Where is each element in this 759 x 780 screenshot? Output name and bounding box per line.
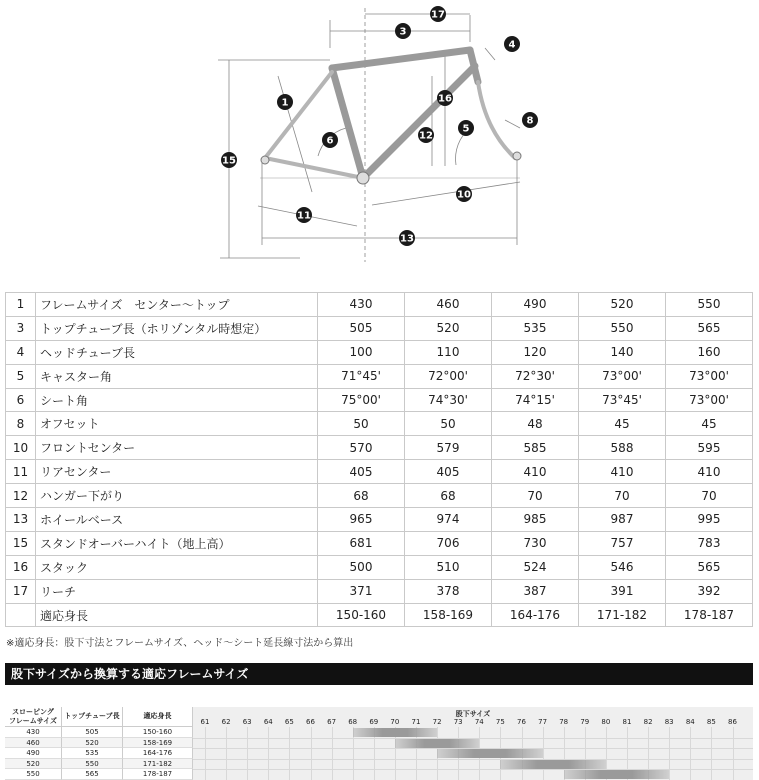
row-value: 45 bbox=[666, 412, 753, 436]
row-number: 17 bbox=[6, 579, 36, 603]
row-value: 410 bbox=[492, 460, 579, 484]
row-value: 588 bbox=[579, 436, 666, 460]
row-value: 387 bbox=[492, 579, 579, 603]
inseam-tick-label: 63 bbox=[242, 718, 252, 726]
row-value: 75°00' bbox=[318, 388, 405, 412]
svg-text:17: 17 bbox=[431, 9, 445, 21]
row-value: 73°45' bbox=[579, 388, 666, 412]
svg-text:5: 5 bbox=[462, 123, 470, 135]
inseam-tick-label: 77 bbox=[538, 718, 548, 726]
size-chart bbox=[5, 685, 753, 780]
row-value: 70 bbox=[579, 484, 666, 508]
inseam-tick-label: 83 bbox=[664, 718, 674, 726]
row-value: 430 bbox=[318, 293, 405, 317]
inseam-tick-label: 78 bbox=[559, 718, 569, 726]
row-value: 178-187 bbox=[666, 603, 753, 627]
inseam-tick-label: 72 bbox=[432, 718, 442, 726]
inseam-tick-label: 74 bbox=[474, 718, 484, 726]
table-row bbox=[6, 579, 753, 603]
height-calculation-note: ※適応身長：股下寸法とフレームサイズ、ヘッド〜シート延長線寸法から算出 bbox=[6, 638, 354, 649]
dimension-badge-1 bbox=[277, 94, 293, 110]
row-value: 987 bbox=[579, 508, 666, 532]
row-number: 5 bbox=[6, 364, 36, 388]
inseam-tick-label: 68 bbox=[348, 718, 358, 726]
inseam-tick-label: 64 bbox=[263, 718, 273, 726]
size-chart-cell: 535 bbox=[62, 748, 123, 759]
row-value: 70 bbox=[666, 484, 753, 508]
row-label: ホイールベース bbox=[36, 508, 318, 532]
svg-text:1: 1 bbox=[281, 97, 289, 109]
svg-text:13: 13 bbox=[400, 233, 414, 245]
dimension-badge-15 bbox=[221, 152, 237, 168]
size-chart-cell: 565 bbox=[62, 769, 123, 780]
row-value: 72°00' bbox=[405, 364, 492, 388]
row-value: 965 bbox=[318, 508, 405, 532]
size-chart-cell: 550 bbox=[62, 759, 123, 770]
row-value: 50 bbox=[405, 412, 492, 436]
row-number: 8 bbox=[6, 412, 36, 436]
row-label: リーチ bbox=[36, 579, 318, 603]
inseam-tick-label: 70 bbox=[390, 718, 400, 726]
table-row bbox=[6, 531, 753, 555]
inseam-gridline bbox=[205, 727, 206, 780]
row-value: 73°00' bbox=[579, 364, 666, 388]
inseam-tick-label: 67 bbox=[327, 718, 337, 726]
row-value: 73°00' bbox=[666, 388, 753, 412]
inseam-tick-label: 66 bbox=[306, 718, 315, 726]
row-number bbox=[6, 603, 36, 627]
row-value: 164-176 bbox=[492, 603, 579, 627]
svg-text:4: 4 bbox=[508, 39, 516, 51]
row-value: 73°00' bbox=[666, 364, 753, 388]
row-value: 158-169 bbox=[405, 603, 492, 627]
svg-text:12: 12 bbox=[419, 130, 433, 142]
row-number: 13 bbox=[6, 508, 36, 532]
inseam-range-bar bbox=[564, 770, 670, 779]
row-value: 48 bbox=[492, 412, 579, 436]
row-divider bbox=[193, 759, 753, 760]
dimension-badge-6 bbox=[322, 132, 338, 148]
row-number: 1 bbox=[6, 293, 36, 317]
row-value: 72°30' bbox=[492, 364, 579, 388]
size-chart-col-header: トップチューブ長 bbox=[62, 707, 123, 727]
row-label: シート角 bbox=[36, 388, 318, 412]
row-value: 570 bbox=[318, 436, 405, 460]
size-chart-cell: 490 bbox=[5, 748, 62, 759]
inseam-gridline bbox=[247, 727, 248, 780]
row-value: 45 bbox=[579, 412, 666, 436]
row-label: 適応身長 bbox=[36, 603, 318, 627]
size-chart-col-header: スローピング フレームサイズ bbox=[5, 707, 62, 727]
size-chart-cell: 460 bbox=[5, 738, 62, 749]
row-value: 410 bbox=[666, 460, 753, 484]
row-value: 70 bbox=[492, 484, 579, 508]
row-value: 171-182 bbox=[579, 603, 666, 627]
row-value: 74°30' bbox=[405, 388, 492, 412]
table-row bbox=[6, 603, 753, 627]
row-label: トップチューブ長（ホリゾンタル時想定） bbox=[36, 316, 318, 340]
row-value: 706 bbox=[405, 531, 492, 555]
inseam-gridline bbox=[226, 727, 227, 780]
size-chart-cell: 158-169 bbox=[123, 738, 193, 749]
row-value: 410 bbox=[579, 460, 666, 484]
svg-text:6: 6 bbox=[326, 135, 334, 147]
row-value: 68 bbox=[405, 484, 492, 508]
inseam-tick-label: 85 bbox=[706, 718, 716, 726]
inseam-tick-label: 62 bbox=[221, 718, 231, 726]
dimension-badge-17 bbox=[430, 6, 446, 22]
row-value: 565 bbox=[666, 555, 753, 579]
row-label: オフセット bbox=[36, 412, 318, 436]
inseam-tick-label: 81 bbox=[622, 718, 632, 726]
row-value: 546 bbox=[579, 555, 666, 579]
inseam-range-bar bbox=[353, 728, 437, 737]
row-number: 12 bbox=[6, 484, 36, 508]
row-label: フロントセンター bbox=[36, 436, 318, 460]
row-label: スタック bbox=[36, 555, 318, 579]
row-value: 505 bbox=[318, 316, 405, 340]
row-value: 74°15' bbox=[492, 388, 579, 412]
size-chart-col-header: 適応身長 bbox=[123, 707, 193, 727]
table-row bbox=[6, 508, 753, 532]
size-chart-cell: 520 bbox=[5, 759, 62, 770]
dimension-badge-4 bbox=[504, 36, 520, 52]
row-value: 120 bbox=[492, 340, 579, 364]
inseam-gridline bbox=[733, 727, 734, 780]
row-number: 16 bbox=[6, 555, 36, 579]
row-value: 565 bbox=[666, 316, 753, 340]
row-value: 579 bbox=[405, 436, 492, 460]
inseam-tick-label: 61 bbox=[200, 718, 210, 726]
inseam-axis-title: 股下サイズ bbox=[455, 710, 491, 718]
table-row bbox=[6, 316, 753, 340]
size-chart-cell: 520 bbox=[62, 738, 123, 749]
row-value: 378 bbox=[405, 579, 492, 603]
row-value: 520 bbox=[405, 316, 492, 340]
inseam-range-bar bbox=[395, 739, 479, 748]
row-label: フレームサイズ センター〜トップ bbox=[36, 293, 318, 317]
inseam-tick-label: 86 bbox=[728, 718, 737, 726]
size-chart-cell: 150-160 bbox=[123, 727, 193, 738]
inseam-tick-label: 71 bbox=[411, 718, 421, 726]
table-row bbox=[6, 388, 753, 412]
geometry-table bbox=[5, 292, 753, 627]
row-value: 995 bbox=[666, 508, 753, 532]
row-value: 150-160 bbox=[318, 603, 405, 627]
row-value: 783 bbox=[666, 531, 753, 555]
inseam-gridline bbox=[268, 727, 269, 780]
row-value: 595 bbox=[666, 436, 753, 460]
size-chart-cell: 171-182 bbox=[123, 759, 193, 770]
row-value: 371 bbox=[318, 579, 405, 603]
table-row bbox=[6, 364, 753, 388]
row-label: リアセンター bbox=[36, 460, 318, 484]
inseam-tick-label: 82 bbox=[643, 718, 653, 726]
row-value: 550 bbox=[666, 293, 753, 317]
inseam-gridline bbox=[332, 727, 333, 780]
row-value: 550 bbox=[579, 316, 666, 340]
inseam-size-chart-section bbox=[5, 663, 753, 780]
size-chart-title: 股下サイズから換算する適応フレームサイズ bbox=[5, 663, 753, 685]
inseam-tick-label: 65 bbox=[284, 718, 294, 726]
row-value: 757 bbox=[579, 531, 666, 555]
inseam-gridline bbox=[690, 727, 691, 780]
table-row bbox=[6, 293, 753, 317]
row-value: 68 bbox=[318, 484, 405, 508]
svg-text:15: 15 bbox=[222, 155, 236, 167]
table-row bbox=[6, 436, 753, 460]
size-chart-cell: 430 bbox=[5, 727, 62, 738]
table-row bbox=[6, 484, 753, 508]
row-value: 585 bbox=[492, 436, 579, 460]
inseam-gridline bbox=[289, 727, 290, 780]
svg-text:8: 8 bbox=[526, 115, 534, 127]
row-value: 160 bbox=[666, 340, 753, 364]
row-value: 490 bbox=[492, 293, 579, 317]
row-value: 985 bbox=[492, 508, 579, 532]
row-number: 3 bbox=[6, 316, 36, 340]
inseam-gridline bbox=[711, 727, 712, 780]
dimension-badge-12 bbox=[418, 127, 434, 143]
row-label: スタンドオーバーハイト（地上高） bbox=[36, 531, 318, 555]
row-value: 405 bbox=[405, 460, 492, 484]
row-value: 510 bbox=[405, 555, 492, 579]
inseam-tick-label: 79 bbox=[580, 718, 590, 726]
dimension-badge-11 bbox=[296, 207, 312, 223]
svg-text:10: 10 bbox=[457, 189, 471, 201]
row-value: 524 bbox=[492, 555, 579, 579]
dimension-badge-10 bbox=[456, 186, 472, 202]
size-chart-cell: 164-176 bbox=[123, 748, 193, 759]
row-value: 50 bbox=[318, 412, 405, 436]
dimension-badge-13 bbox=[399, 230, 415, 246]
row-value: 681 bbox=[318, 531, 405, 555]
row-number: 4 bbox=[6, 340, 36, 364]
dimension-badge-8 bbox=[522, 112, 538, 128]
row-value: 730 bbox=[492, 531, 579, 555]
svg-text:11: 11 bbox=[297, 210, 311, 222]
row-value: 520 bbox=[579, 293, 666, 317]
inseam-tick-label: 75 bbox=[495, 718, 505, 726]
row-number: 10 bbox=[6, 436, 36, 460]
row-number: 6 bbox=[6, 388, 36, 412]
inseam-gridline bbox=[543, 727, 544, 780]
inseam-tick-label: 84 bbox=[685, 718, 695, 726]
frame-geometry-diagram bbox=[0, 0, 759, 270]
svg-text:16: 16 bbox=[438, 93, 452, 105]
row-value: 71°45' bbox=[318, 364, 405, 388]
row-number: 11 bbox=[6, 460, 36, 484]
row-value: 100 bbox=[318, 340, 405, 364]
dimension-badge-16 bbox=[437, 90, 453, 106]
size-chart-cell: 505 bbox=[62, 727, 123, 738]
row-label: ヘッドチューブ長 bbox=[36, 340, 318, 364]
inseam-gridline bbox=[311, 727, 312, 780]
dimension-badge-5 bbox=[458, 120, 474, 136]
row-label: キャスター角 bbox=[36, 364, 318, 388]
size-chart-cell: 550 bbox=[5, 769, 62, 780]
row-value: 391 bbox=[579, 579, 666, 603]
row-value: 110 bbox=[405, 340, 492, 364]
table-row bbox=[6, 555, 753, 579]
inseam-tick-label: 69 bbox=[369, 718, 379, 726]
row-number: 15 bbox=[6, 531, 36, 555]
dimension-badge-3 bbox=[395, 23, 411, 39]
row-value: 140 bbox=[579, 340, 666, 364]
size-chart-cell: 178-187 bbox=[123, 769, 193, 780]
inseam-gridline bbox=[669, 727, 670, 780]
inseam-range-bar bbox=[500, 760, 606, 769]
table-row bbox=[6, 340, 753, 364]
row-value: 460 bbox=[405, 293, 492, 317]
row-value: 392 bbox=[666, 579, 753, 603]
row-value: 974 bbox=[405, 508, 492, 532]
inseam-tick-label: 80 bbox=[601, 718, 611, 726]
inseam-range-bar bbox=[437, 749, 543, 758]
table-row bbox=[6, 412, 753, 436]
table-row bbox=[6, 460, 753, 484]
inseam-tick-label: 76 bbox=[517, 718, 526, 726]
row-value: 500 bbox=[318, 555, 405, 579]
svg-text:3: 3 bbox=[399, 26, 407, 38]
row-label: ハンガー下がり bbox=[36, 484, 318, 508]
row-value: 535 bbox=[492, 316, 579, 340]
inseam-tick-label: 73 bbox=[453, 718, 463, 726]
row-value: 405 bbox=[318, 460, 405, 484]
